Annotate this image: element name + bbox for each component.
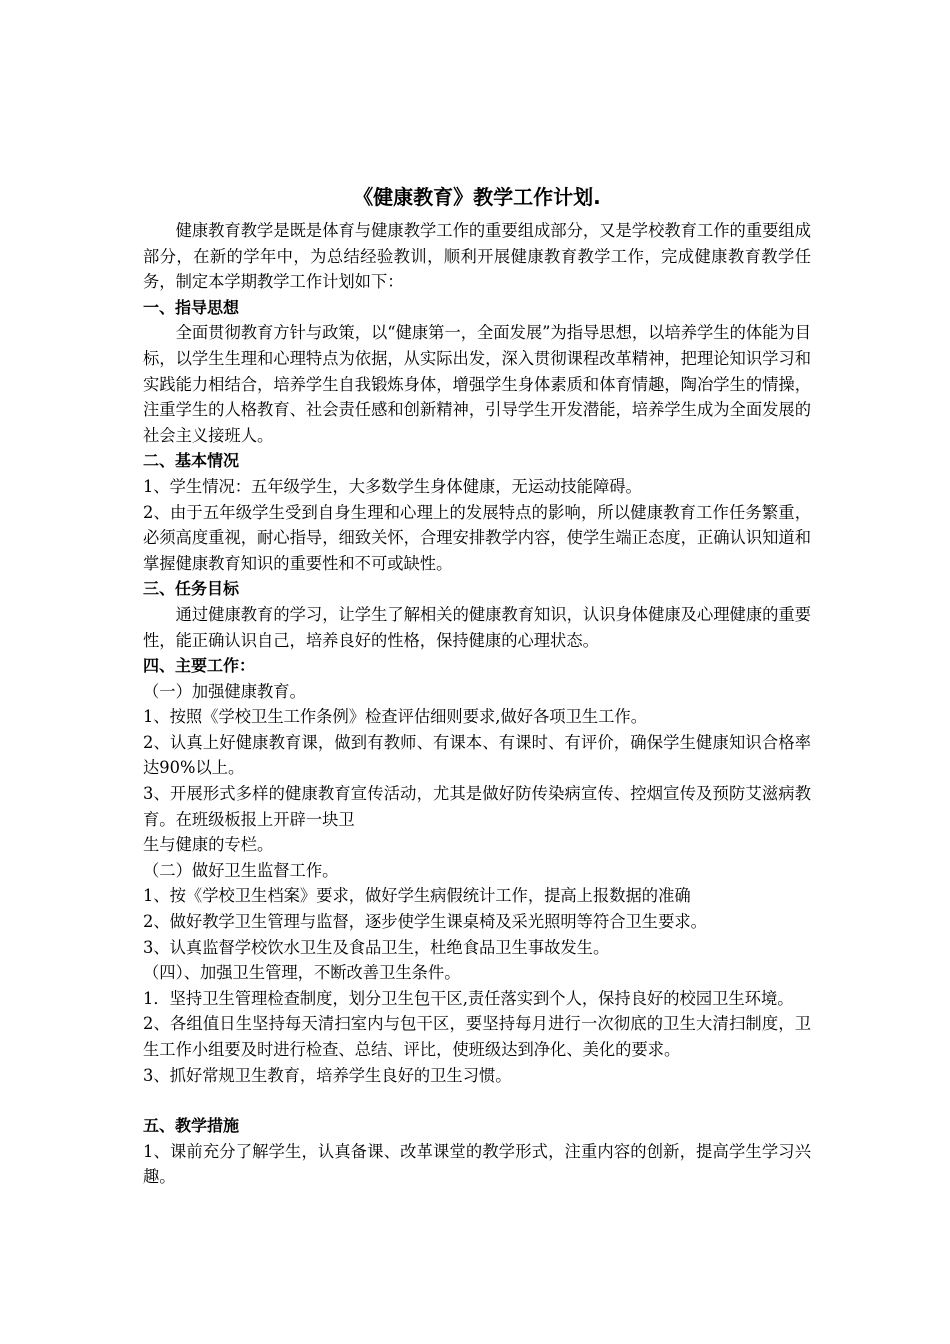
document-title: 《健康教育》教学工作计划. [353, 185, 601, 209]
main-work-subheading-2: （二）做好卫生监督工作。 [143, 860, 339, 880]
main-work-2-item-1: 1、按《学校卫生档案》要求，做好学生病假统计工作，提高上报数据的准确 [143, 886, 691, 906]
main-work-4-item-2: 2、各组值日生坚持每天清扫室内与包干区，要坚持每月进行一次彻底的卫生大清扫制度，卫生工作小组要及时进行检查、总结、评比，使班级达到净化、美化的要求。 [143, 1014, 811, 1059]
teaching-measures-item-1: 1、课前充分了解学生，认真备课、改革课堂的教学形式，注重内容的创新，提高学生学习兴趣。 [143, 1141, 811, 1187]
main-work-1-item-2: 2、认真上好健康教育课，做到有教师、有课本、有课时、有评价，确保学生健康知识合格率达90%以上。 [143, 732, 811, 778]
main-work-1-item-3: 3、开展形式多样的健康教育宣传活动，尤其是做好防传染病宣传、控烟宣传及预防艾滋病教育。在班级板报上开辟一块卫 [143, 784, 811, 829]
main-work-4-item-1: 1．坚持卫生管理检查制度，划分卫生包干区,责任落实到个人，保持良好的校园卫生环境。 [143, 988, 794, 1008]
section-heading-guiding-ideology: 一、指导思想 [143, 297, 240, 317]
section-heading-basic-situation: 二、基本情况 [143, 451, 240, 471]
basic-situation-item-2: 2、由于五年级学生受到自身生理和心理上的发展特点的影响，所以健康教育工作任务繁重，必须高度重视，耐心指导，细致关怀，合理安排教学内容，使学生端正态度，正确认识知道和掌握健康教育知识的重要性和不可或缺性。 [143, 502, 811, 573]
main-work-2-item-3: 3、认真监督学校饮水卫生及食品卫生，杜绝食品卫生事故发生。 [143, 937, 610, 957]
blank-line [143, 1088, 811, 1113]
section-heading-main-work: 四、主要工作： [143, 656, 256, 676]
guiding-ideology-paragraph: 全面贯彻教育方针与政策，以“健康第一，全面发展”为指导思想，以培养学生的体能为目标，以学生生理和心理特点为依据，从实际出发，深入贯彻课程改革精神，把理论知识学习和实践能力相结合，培养学生自我锻炼身体，增强学生身体素质和体育情趣，陶冶学生的情操，注重学生的人格教育、社会责任感和创新精神，引导学生开发潜能，培养学生成为全面发展的社会主义接班人。 [143, 323, 811, 445]
section-heading-teaching-measures: 五、教学措施 [143, 1116, 240, 1136]
task-goals-paragraph: 通过健康教育的学习，让学生了解相关的健康教育知识，认识身体健康及心理健康的重要性，能正确认识自己，培养良好的性格，保持健康的心理状态。 [143, 604, 811, 650]
main-work-subheading-4: （四）、加强卫生管理，不断改善卫生条件。 [143, 963, 461, 983]
intro-paragraph: 健康教育教学是既是体育与健康教学工作的重要组成部分，又是学校教育工作的重要组成部分，在新的学年中，为总结经验教训，顺利开展健康教育教学工作，完成健康教育教学任务，制定本学期教学工作计划如下： [143, 221, 811, 292]
main-work-2-item-2: 2、做好教学卫生管理与监督，逐步使学生课桌椅及采光照明等符合卫生要求。 [143, 912, 707, 932]
basic-situation-item-1: 1、学生情况：五年级学生，大多数学生身体健康，无运动技能障碍。 [143, 476, 642, 496]
main-work-subheading-1: （一）加强健康教育。 [143, 681, 306, 701]
document-page [143, 180, 811, 1190]
main-work-4-item-3: 3、抓好常规卫生教育，培养学生良好的卫生习惯。 [143, 1065, 512, 1085]
section-heading-task-goals: 三、任务目标 [143, 579, 240, 599]
main-work-1-item-1: 1、按照《学校卫生工作条例》检查评估细则要求,做好各项卫生工作。 [143, 707, 647, 727]
main-work-1-item-3-continued: 生与健康的专栏。 [143, 835, 274, 855]
